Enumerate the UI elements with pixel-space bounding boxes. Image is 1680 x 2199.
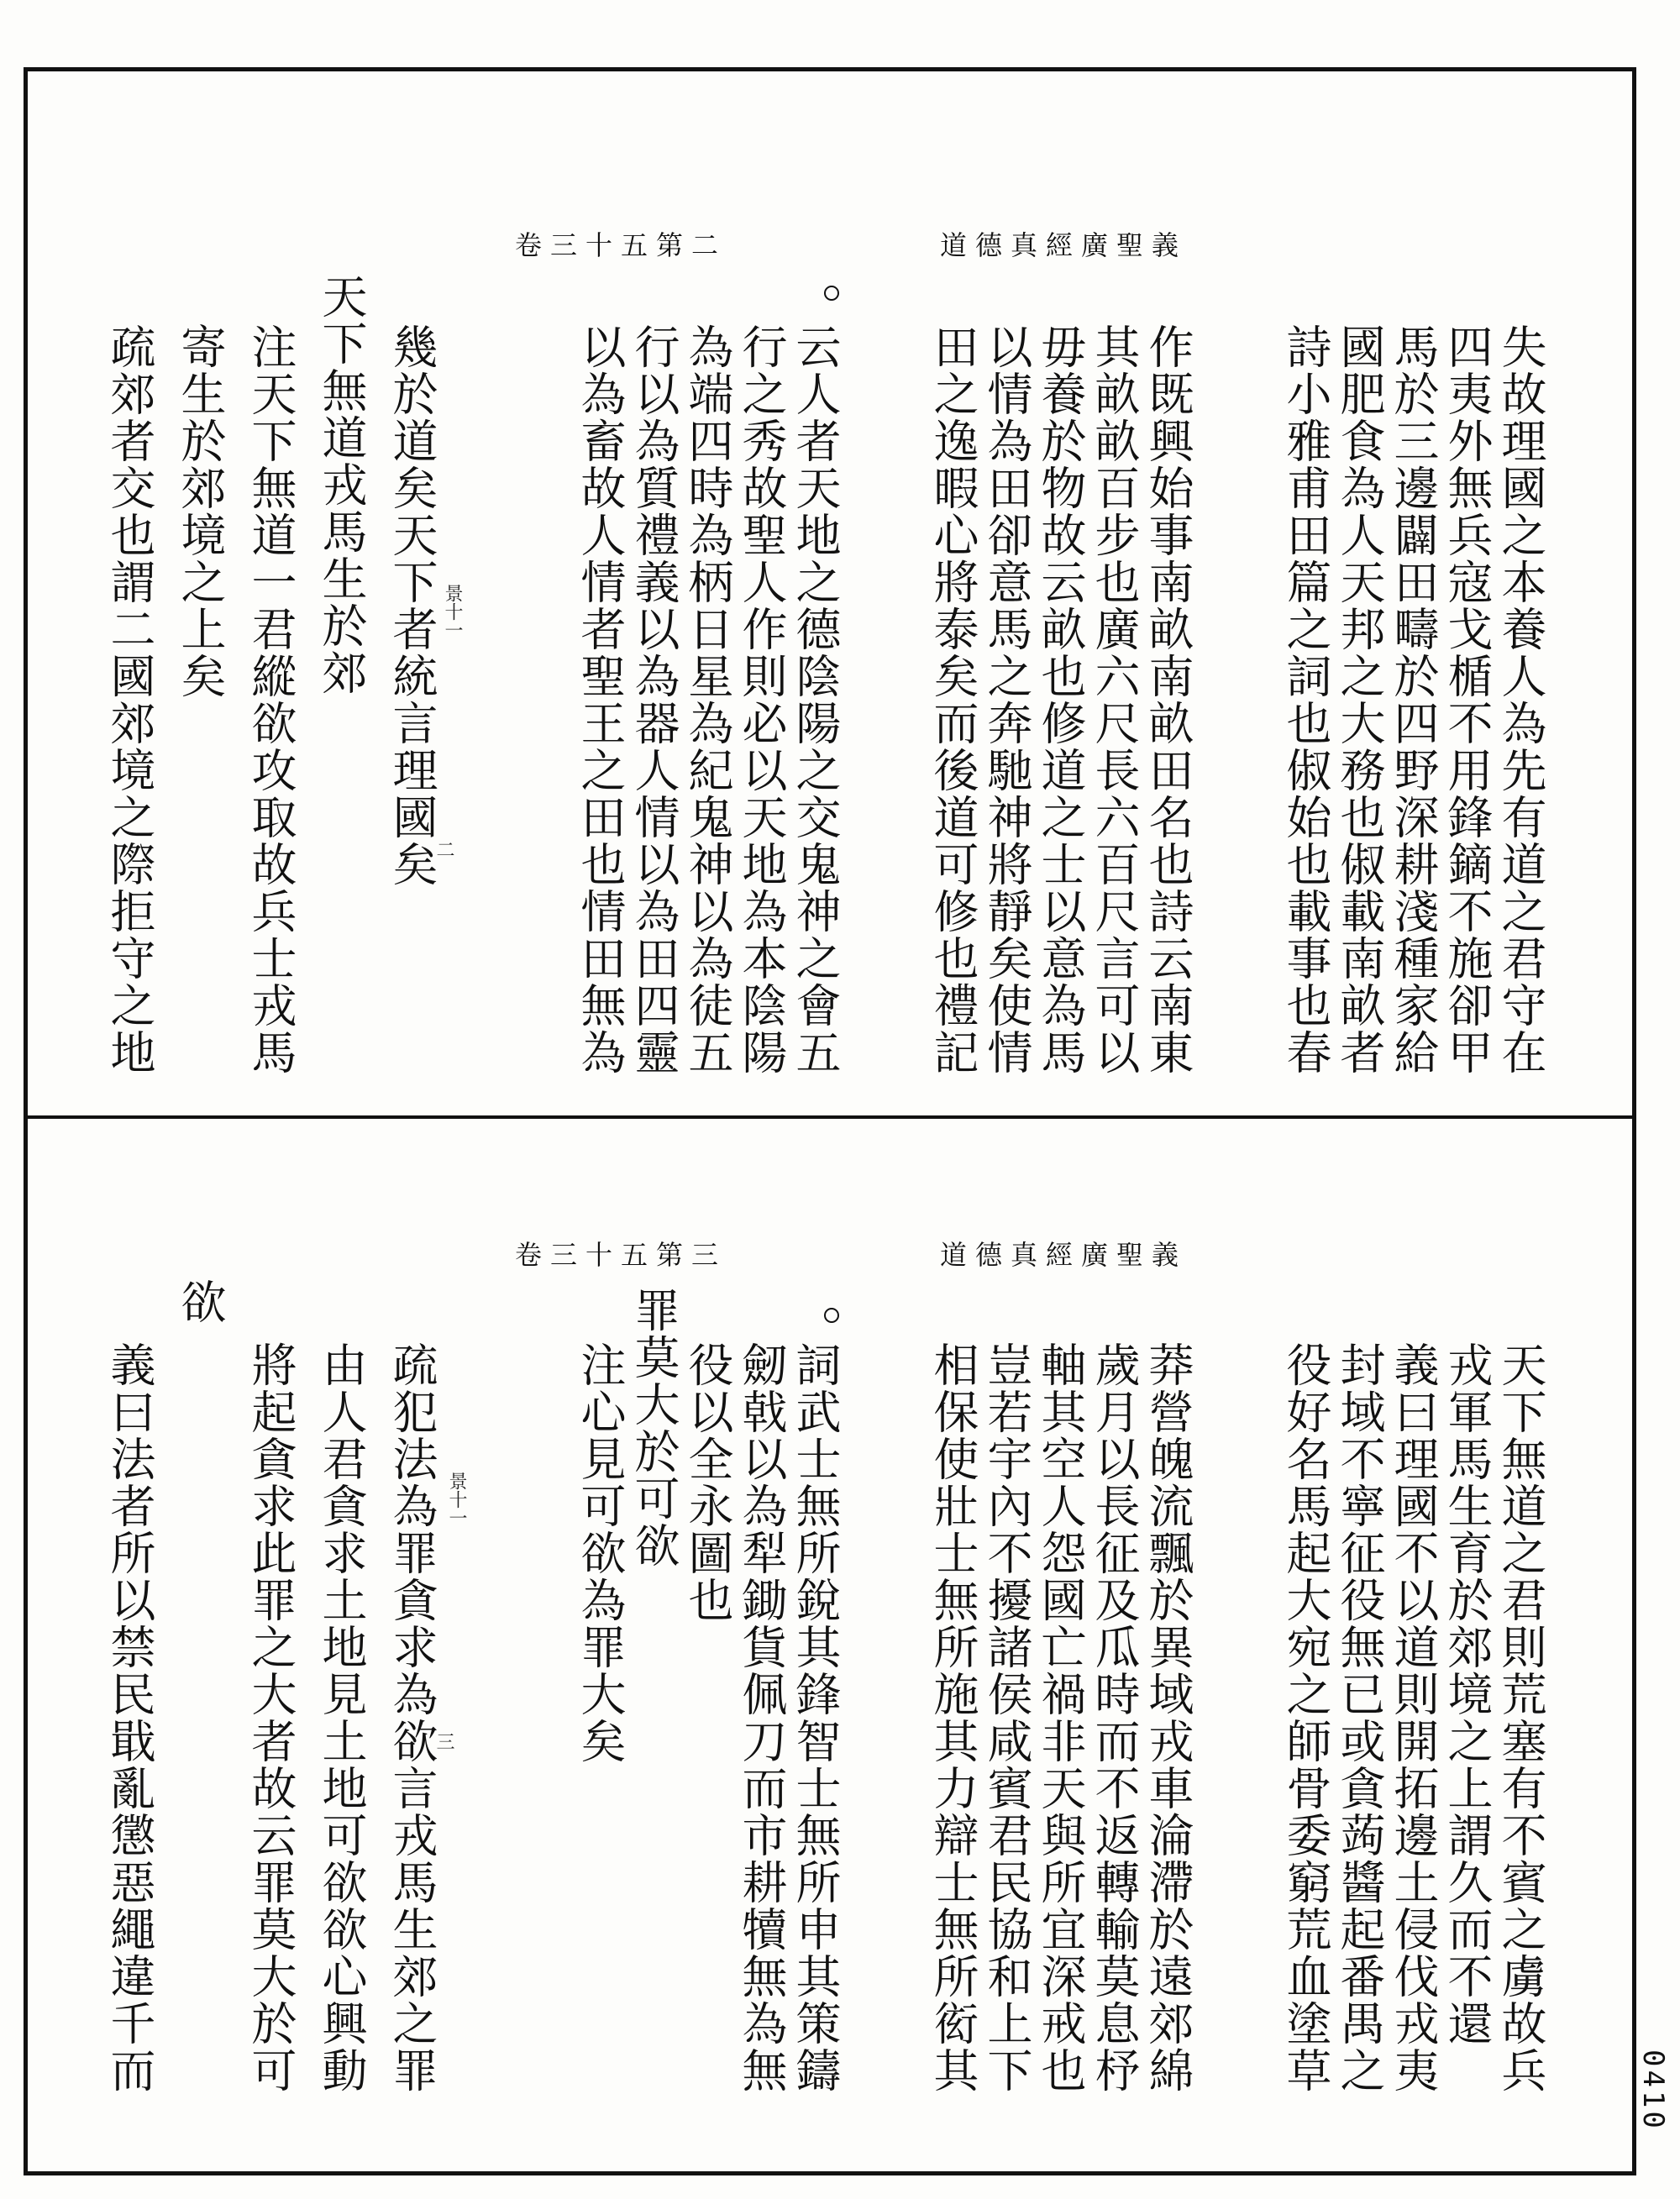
text-column: 天下無道之君則荒塞有不賓之虜故兵 [1494,1341,1547,2094]
margin-annotation: 三 [433,1732,454,1750]
top-panel [28,71,1632,1115]
bottom-panel-header [515,1228,1187,1278]
text-column: 田之逸暇心將泰矣而後道可修也禮記 [927,323,979,1076]
book-title: 道德真經廣聖義 [939,1239,1187,1271]
text-column: 云人者天地之德陰陽之交鬼神之會五 [789,323,842,1076]
text-column: 為端四時為柄日星為紀鬼神以為徒五 [681,323,734,1076]
text-column: 疏犯法為罪貪求為欲言戎馬生郊之罪 [386,1341,438,2094]
page-number: 0410 [1636,2049,1670,2132]
volume-label: 卷三十五第二 [515,229,727,261]
text-column: 毋養於物故云畝也修道之士以意為馬 [1034,323,1087,1076]
margin-annotation: 二 [433,840,454,858]
book-title: 道德真經廣聖義 [939,229,1187,261]
text-column: 戎軍馬生育於郊境之上謂久而不還 [1441,1341,1494,2047]
margin-annotation: 景十一 [446,1472,467,1527]
text-column: 封域不寧征役無已或貪蒟醬起番禺之 [1333,1341,1386,2094]
text-column: 相保使壯士無所施其力辯士無所衒其 [927,1341,979,2094]
text-column: 豈若宇內不擾諸侯咸賓君民協和上下 [980,1341,1033,2094]
text-column: 馬於三邊闢田疇於四野深耕淺種家給 [1387,323,1440,1076]
text-column: 注天下無道一君縱欲攻取故兵士戎馬 [244,323,297,1076]
text-column: 四夷外無兵寇戈楯不用鋒鏑不施卻甲 [1441,323,1494,1076]
text-column: 將起貪求此罪之大者故云罪莫大於可 [244,1341,297,2094]
text-column: 失故理國之本養人為先有道之君守在 [1494,323,1547,1076]
text-column: 幾於道矣天下者統言理國矣 [386,323,438,888]
margin-annotation: 景十一 [442,584,463,639]
text-column: 役好名馬起大宛之師骨委窮荒血塗草 [1279,1341,1332,2094]
text-column: 義曰法者所以禁民戢亂懲惡繩違千而 [103,1341,156,2094]
bottom-panel [28,1119,1632,2171]
text-column: 罪莫大於可欲 [627,1287,680,1569]
text-column: 注心見可欲為罪大矣 [574,1341,627,1765]
text-column: 劒戟以為犁鋤貨佩刀而市耕犢無為無 [735,1341,788,2094]
volume-label: 卷三十五第三 [515,1239,727,1271]
text-column: 由人君貪求土地見土地可欲欲心興動 [315,1341,368,2094]
circle-mark [824,1308,839,1323]
text-column: 詩小雅甫田篇之詞也俶始也載事也春 [1279,323,1332,1076]
text-column: 莽營魄流飄於異域戎車淪滯於遠郊綿 [1142,1341,1194,2094]
text-column: 軸其空人怨國亡禍非天與所宜深戒也 [1034,1341,1087,2094]
text-column: 欲 [174,1278,227,1325]
circle-mark [824,286,839,301]
text-column: 作既興始事南畝南畝田名也詩云南東 [1142,323,1194,1076]
text-column: 行以為質禮義以為器人情以為田四靈 [627,323,680,1076]
text-column: 以情為田卻意馬之奔馳神將靜矣使情 [980,323,1033,1076]
text-column: 行之秀故聖人作則必以天地為本陰陽 [735,323,788,1076]
text-column: 詞武士無所銳其鋒智士無所申其策鑄 [789,1341,842,2094]
text-column: 歲月以長征及瓜時而不返轉輸莫息杼 [1088,1341,1141,2094]
text-column: 義曰理國不以道則開拓邊土侵伐戎夷 [1387,1341,1440,2094]
text-column: 役以全永圖也 [681,1341,734,1624]
text-column: 天下無道戎馬生於郊 [315,273,368,696]
text-column: 其畝畝百步也廣六尺長六百尺言可以 [1088,323,1141,1076]
top-panel-header [515,218,1187,269]
text-column: 以為畜故人情者聖王之田也情田無為 [574,323,627,1076]
text-column: 寄生於郊境之上矣 [174,323,227,700]
text-column: 疏郊者交也謂二國郊境之際拒守之地 [103,323,156,1076]
text-column: 國肥食為人天邦之大務也俶載南畝者 [1333,323,1386,1076]
